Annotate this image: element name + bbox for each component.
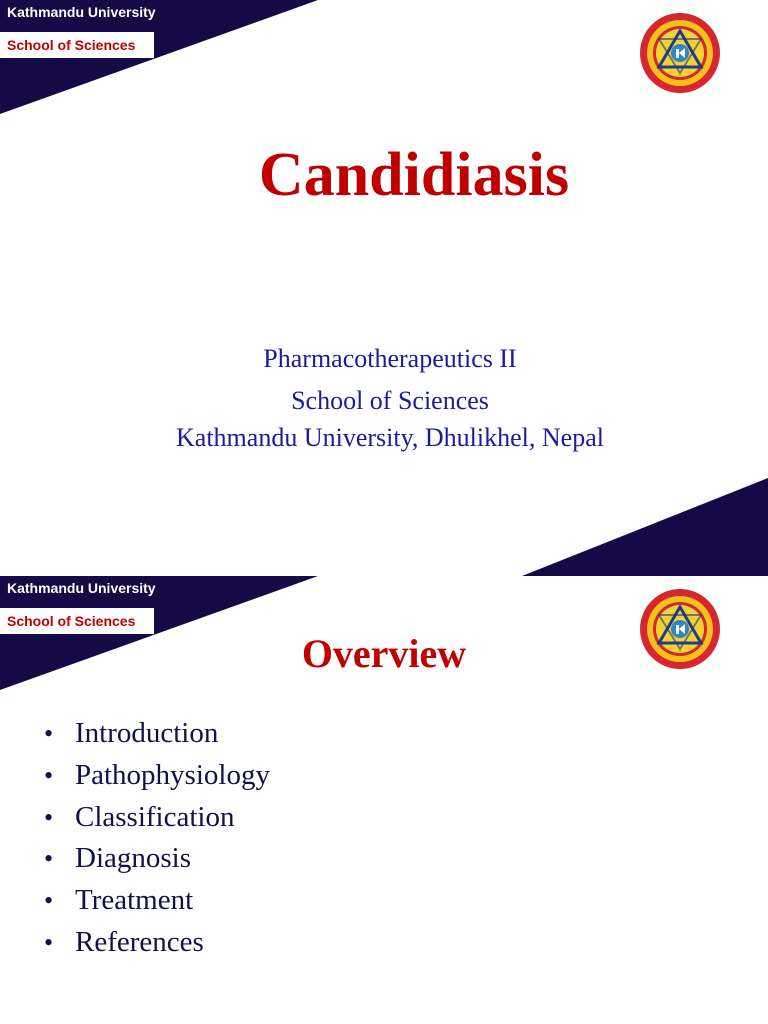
list-item-text: Diagnosis: [75, 842, 191, 875]
subtitle-course: Pharmacotherapeutics II: [263, 344, 517, 373]
list-item-text: Pathophysiology: [75, 758, 270, 791]
bullet-icon: •: [44, 886, 54, 916]
list-item: [44, 713, 270, 755]
list-item: [44, 797, 270, 839]
bullet-icon: •: [44, 927, 54, 957]
slide-title: Overview: [301, 631, 467, 676]
slide-title: Candidiasis: [258, 141, 570, 209]
header-university-label: Kathmandu University: [7, 4, 156, 20]
header-school-badge: School of Sciences: [0, 608, 154, 634]
list-item: [44, 922, 270, 964]
list-item-text: References: [75, 925, 204, 958]
list-item: [44, 838, 270, 880]
list-item-text: Introduction: [75, 717, 219, 749]
overview-slide: [0, 576, 768, 1024]
list-item: [44, 880, 270, 922]
header-school-badge: School of Sciences: [0, 32, 154, 58]
bullet-icon: •: [44, 802, 54, 832]
list-item: [44, 755, 270, 797]
subtitle-university: Kathmandu University, Dhulikhel, Nepal: [176, 423, 604, 452]
list-item-text: Treatment: [75, 884, 194, 917]
corner-decor-shape: [522, 478, 768, 576]
overview-list: [44, 713, 270, 964]
bullet-icon: •: [44, 760, 54, 790]
kathmandu-university-seal-icon: [638, 11, 722, 95]
list-item-text: Classification: [75, 800, 235, 833]
bullet-icon: •: [44, 844, 54, 874]
bullet-icon: •: [44, 719, 54, 748]
header-university-label: Kathmandu University: [7, 580, 156, 596]
subtitle-school: School of Sciences: [291, 386, 489, 415]
